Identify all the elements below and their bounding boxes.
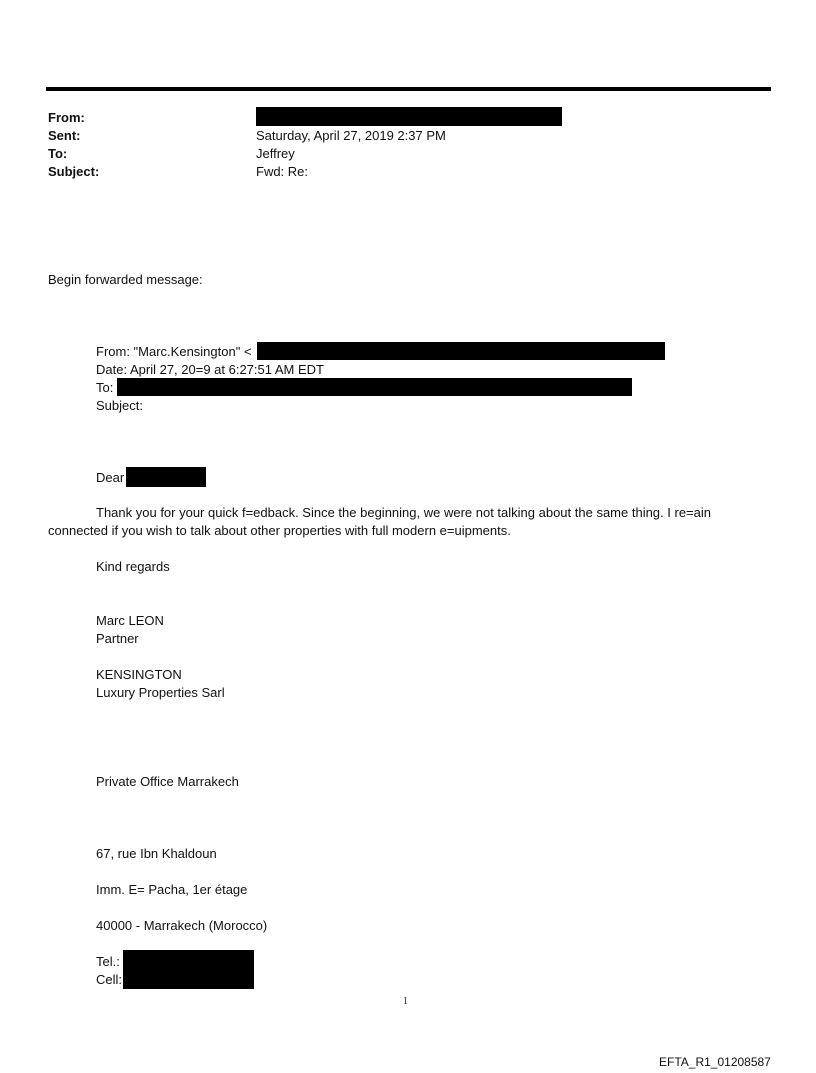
redacted-fwd-to [117,378,632,396]
address-line-1: 67, rue Ibn Khaldoun [96,846,217,861]
page-number: 1 [403,996,408,1007]
sent-value: Saturday, April 27, 2019 2:37 PM [256,128,446,143]
redacted-fwd-from [257,342,665,360]
company-name: KENSINGTON [96,667,182,682]
company-subtitle: Luxury Properties Sarl [96,685,225,700]
header-rule [46,87,771,91]
redacted-recipient [126,467,206,487]
cell-label: Cell: [96,972,123,987]
signature-name: Marc LEON [96,613,164,628]
paragraph-line-1: Thank you for your quick f=edback. Since the beginning, we were not talking about the same thing. I re=ain [96,505,711,520]
sent-label: Sent: [48,128,81,143]
to-label: To: [48,146,68,161]
office-name: Private Office Marrakech [96,774,239,789]
tel-label: Tel.: [96,954,120,969]
subject-label: Subject: [48,164,100,179]
redacted-phone-numbers [123,950,254,989]
address-line-3: 40000 - Marrakech (Morocco) [96,918,268,933]
closing: Kind regards [96,559,170,574]
from-label: From: [48,110,85,125]
address-line-2: Imm. E= Pacha, 1er étage [96,882,248,897]
paragraph-line-2: connected if you wish to talk about other properties with full modern e=uipments. [48,523,511,538]
fwd-date: Date: April 27, 20=9 at 6:27:51 AM EDT [96,362,324,377]
greeting: Dear [96,470,125,485]
forward-intro: Begin forwarded message: [48,272,203,287]
to-value: Jeffrey [256,146,295,161]
fwd-to: To: [96,380,114,395]
fwd-subject: Subject: [96,398,143,413]
document-id: EFTA_R1_01208587 [659,1055,771,1069]
signature-title: Partner [96,631,139,646]
fwd-from: From: "Marc.Kensington" < [96,344,252,359]
subject-value: Fwd: Re: [256,164,309,179]
redacted-from [256,107,562,126]
